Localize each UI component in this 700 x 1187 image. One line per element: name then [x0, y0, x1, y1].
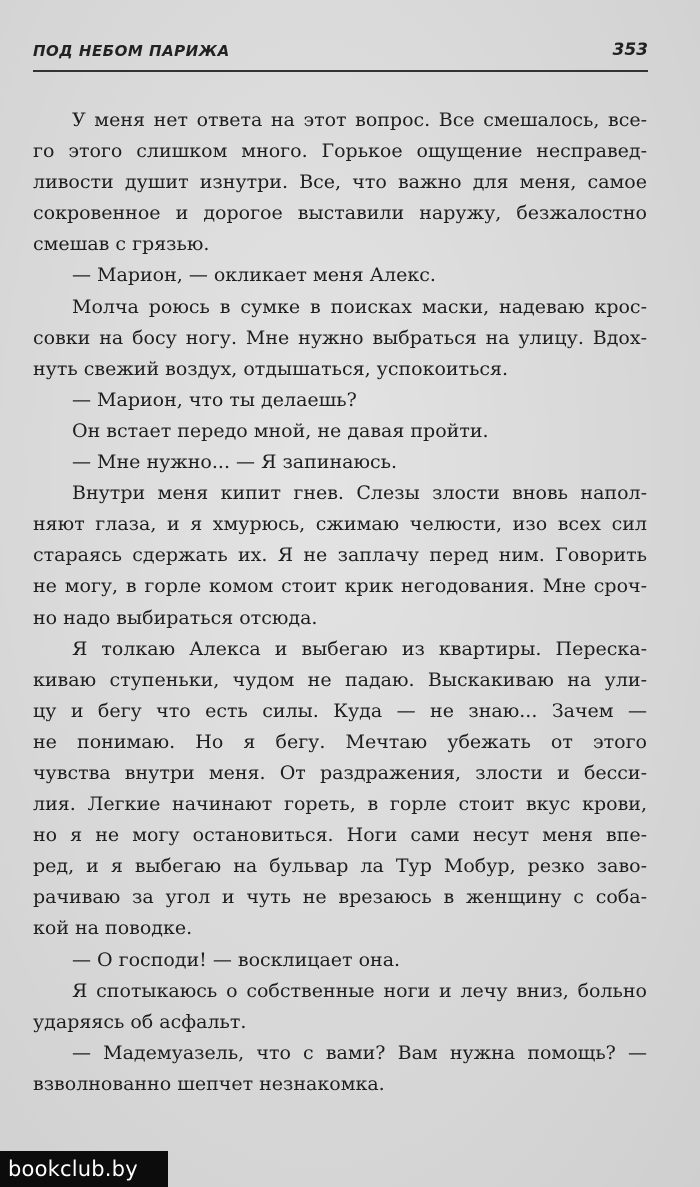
- watermark-logo: bookclub.by: [0, 1151, 168, 1187]
- text-line: не могу, в горле комом стоит крик негодования. Мне сроч-: [33, 575, 647, 598]
- text-line: сокровенное и дорогое выставили наружу, безжалостно: [33, 202, 647, 225]
- text-line: Молча роюсь в сумке в поисках маски, надеваю крос-: [72, 295, 647, 318]
- text-line: Внутри меня кипит гнев. Слезы злости вновь напол-: [72, 482, 647, 505]
- running-header: [33, 34, 648, 72]
- text-line: стараясь сдержать их. Я не заплачу перед ним. Говорить: [33, 544, 647, 567]
- running-title: ПОД НЕБОМ ПАРИЖА: [33, 42, 230, 60]
- text-line: чувства внутри меня. От раздражения, злости и бесси-: [33, 761, 647, 784]
- text-line: смешав с грязью.: [33, 233, 210, 256]
- text-line: — О господи! — восклицает она.: [72, 948, 401, 971]
- text-line: нуть свежий воздух, отдышаться, успокоиться.: [33, 357, 509, 380]
- text-line: но я не могу остановиться. Ноги сами несут меня впе-: [33, 824, 647, 847]
- text-line: го этого слишком много. Горькое ощущение несправед-: [33, 140, 647, 163]
- text-line: ред, и я выбегаю на бульвар ла Тур Мобур, резко заво-: [33, 855, 647, 878]
- page-number: 353: [612, 40, 648, 60]
- text-line: Он встает передо мной, не давая пройти.: [72, 419, 489, 442]
- text-line: не понимаю. Но я бегу. Мечтаю убежать от этого: [33, 730, 647, 753]
- text-line: — Марион, что ты делаешь?: [72, 388, 357, 411]
- text-line: ливости душит изнутри. Все, что важно для меня, самое: [33, 171, 647, 194]
- text-line: цу и бегу что есть силы. Куда — не знаю... Зачем —: [33, 699, 647, 722]
- text-line: но надо выбираться отсюда.: [33, 606, 318, 629]
- text-body: [33, 105, 647, 1100]
- text-line: ударяясь об асфальт.: [33, 1010, 247, 1033]
- text-line: няют глаза, и я хмурюсь, сжимаю челюсти, изо всех сил: [33, 513, 647, 536]
- text-line: — Мадемуазель, что с вами? Вам нужна помощь? —: [72, 1041, 647, 1064]
- text-line: взволнованно шепчет незнакомка.: [33, 1072, 385, 1095]
- text-line: — Марион, — окликает меня Алекс.: [72, 264, 436, 287]
- text-line: рачиваю за угол и чуть не врезаюсь в женщину с соба-: [33, 886, 647, 909]
- text-line: — Мне нужно... — Я запинаюсь.: [72, 451, 398, 474]
- text-line: совки на босу ногу. Мне нужно выбраться на улицу. Вдох-: [33, 326, 647, 349]
- text-line: лия. Легкие начинают гореть, в горле стоит вкус крови,: [33, 793, 647, 816]
- text-line: Я толкаю Алекса и выбегаю из квартиры. Переска-: [72, 637, 647, 660]
- text-line: Я спотыкаюсь о собственные ноги и лечу вниз, больно: [72, 979, 647, 1002]
- text-line: кой на поводке.: [33, 917, 193, 940]
- text-line: У меня нет ответа на этот вопрос. Все смешалось, все-: [72, 109, 647, 131]
- text-line: киваю ступеньки, чудом не падаю. Выскакиваю на ули-: [33, 668, 647, 691]
